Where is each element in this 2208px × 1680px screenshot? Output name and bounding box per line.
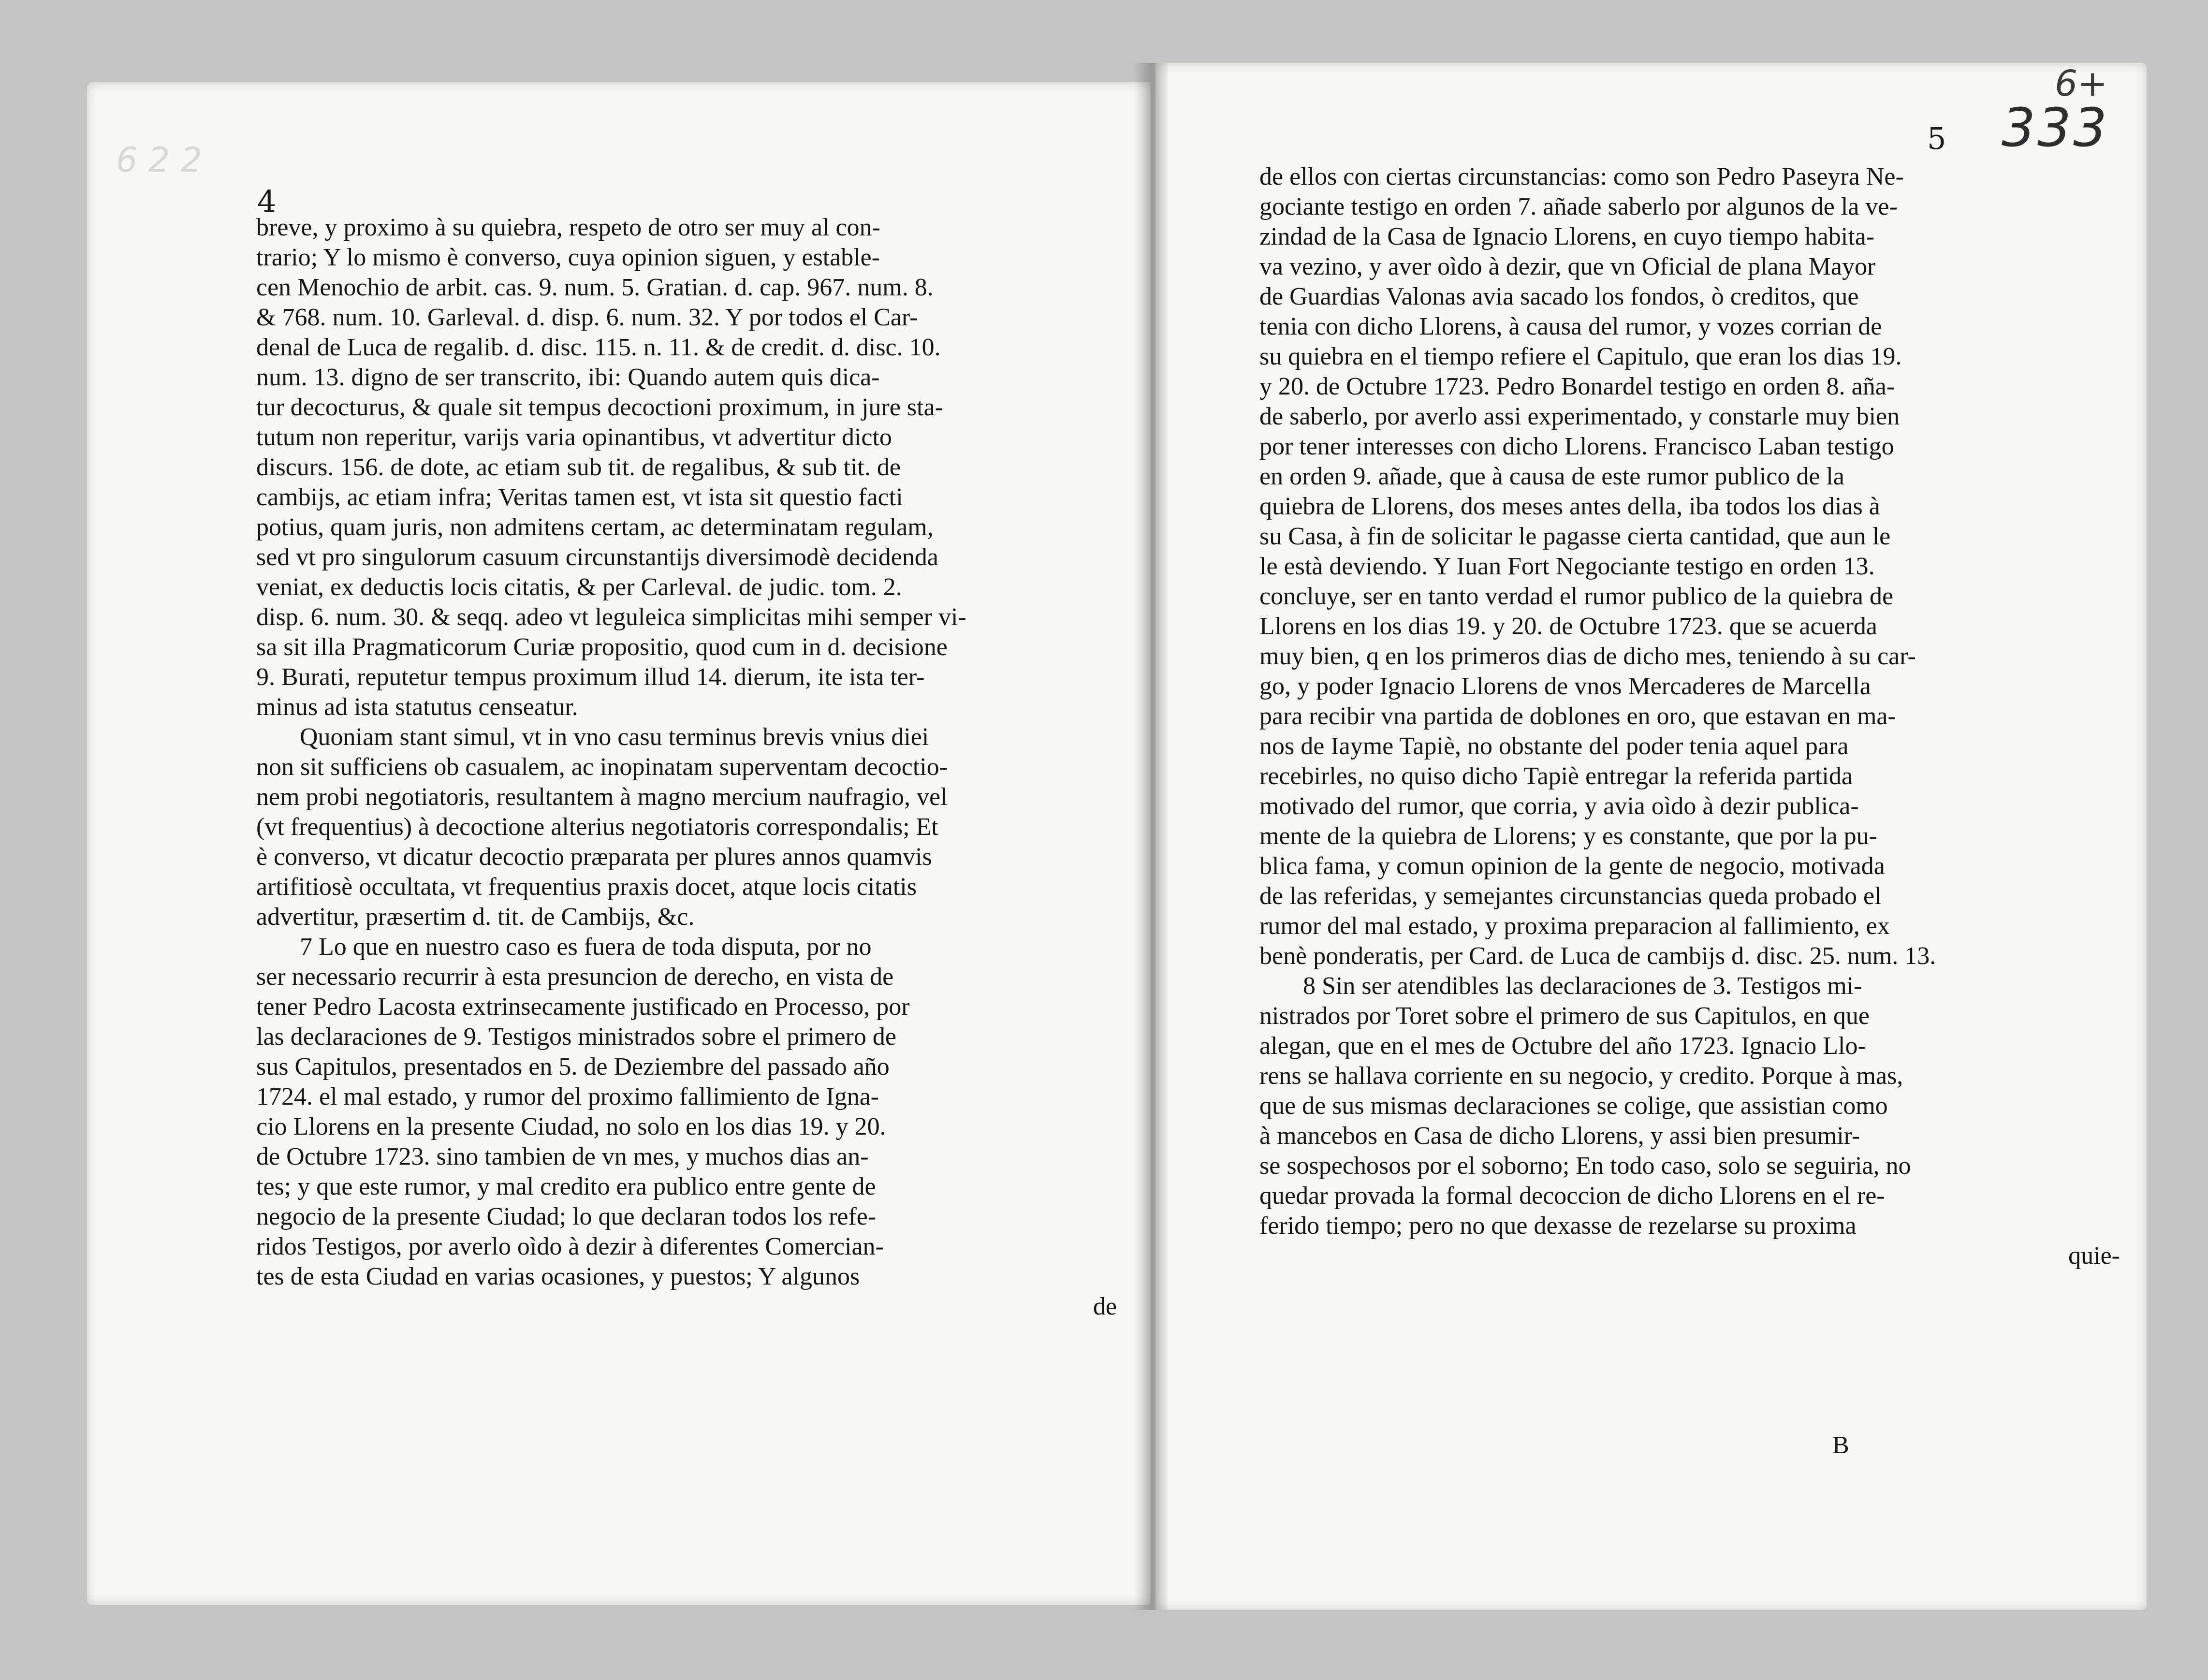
text-line: tes; y que este rumor, y mal credito era publico entre gente de: [256, 1173, 876, 1200]
text-line: que de sus mismas declaraciones se colige, que assistian como: [1259, 1092, 1888, 1120]
text-line: trario; Y lo mismo è converso, cuya opinion siguen, y estable-: [256, 244, 880, 271]
text-line: en orden 9. añade, que à causa de este rumor publico de la: [1259, 463, 1844, 490]
text-line: nos de Iayme Tapiè, no obstante del poder tenia aquel para: [1259, 732, 1849, 760]
text-line: blica fama, y comun opinion de la gente de negocio, motivada: [1259, 852, 1885, 880]
text-line: è converso, vt dicatur decoctio præparata per plures annos quamvis: [256, 843, 932, 871]
text-line: ser necessario recurrir à esta presuncion de derecho, en vista de: [256, 963, 894, 991]
left-page: [87, 82, 1151, 1605]
text-line: para recibir vna partida de doblones en oro, que estavan en ma-: [1259, 702, 1896, 730]
text-line: Quoniam stant simul, vt in vno casu terminus brevis vnius diei: [300, 723, 929, 751]
text-line: go, y poder Ignacio Llorens de vnos Mercaderes de Marcella: [1259, 672, 1871, 700]
text-line: à mancebos en Casa de dicho Llorens, y assi bien presumir-: [1259, 1122, 1860, 1150]
text-line: de las referidas, y semejantes circunstancias queda probado el: [1259, 882, 1882, 910]
text-line: 7 Lo que en nuestro caso es fuera de toda disputa, por no: [300, 933, 872, 961]
text-line: rumor del mal estado, y proxima preparacion al fallimiento, ex: [1259, 912, 1890, 940]
text-line: de ellos con ciertas circunstancias: como son Pedro Paseyra Ne-: [1259, 163, 1904, 190]
folio-handwritten-mark: 6+: [2055, 63, 2108, 104]
text-line: cio Llorens en la presente Ciudad, no solo en los dias 19. y 20.: [256, 1113, 886, 1140]
book-gutter: [1134, 63, 1168, 1610]
page-number-right: 5: [1927, 121, 1946, 156]
text-line: por tener interesses con dicho Llorens. Francisco Laban testigo: [1259, 433, 1894, 460]
text-line: sa sit illa Pragmaticorum Curiæ propositio, quod cum in d. decisione: [256, 633, 948, 661]
catchword: quie-: [2068, 1242, 2120, 1270]
text-line: (vt frequentius) à decoctione alterius negotiatoris correspondalis; Et: [256, 813, 938, 841]
text-line: cen Menochio de arbit. cas. 9. num. 5. Gratian. d. cap. 967. num. 8.: [256, 274, 934, 301]
text-line: negocio de la presente Ciudad; lo que declaran todos los refe-: [256, 1203, 877, 1230]
text-line: tenia con dicho Llorens, à causa del rumor, y vozes corrian de: [1259, 313, 1882, 340]
text-line: motivado del rumor, que corria, y avia oìdo à dezir publica-: [1259, 792, 1859, 820]
text-line: minus ad ista statutus censeatur.: [256, 693, 578, 721]
text-line: mente de la quiebra de Llorens; y es constante, que por la pu-: [1259, 822, 1877, 850]
text-line: recebirles, no quiso dicho Tapiè entregar la referida partida: [1259, 762, 1853, 790]
text-line: ferido tiempo; pero no que dexasse de rezelarse su proxima: [1259, 1212, 1857, 1240]
text-line: denal de Luca de regalib. d. disc. 115. n. 11. & de credit. d. disc. 10.: [256, 334, 941, 361]
text-line: de Guardias Valonas avia sacado los fondos, ò creditos, que: [1259, 283, 1859, 310]
text-line: quiebra de Llorens, dos meses antes della, iba todos los dias à: [1259, 493, 1880, 520]
text-line: alegan, que en el mes de Octubre del año 1723. Ignacio Llo-: [1259, 1032, 1866, 1060]
text-line: breve, y proximo à su quiebra, respeto de otro ser muy al con-: [256, 214, 880, 241]
text-line: veniat, ex deductis locis citatis, & per Carleval. de judic. tom. 2.: [256, 573, 902, 601]
text-line: sus Capitulos, presentados en 5. de Deziembre del passado año: [256, 1053, 890, 1081]
text-line: zindad de la Casa de Ignacio Llorens, en cuyo tiempo habita-: [1259, 223, 1875, 250]
left-page-body: [256, 213, 1126, 1322]
text-line: tener Pedro Lacosta extrinsecamente justificado en Processo, por: [256, 993, 910, 1021]
text-line: las declaraciones de 9. Testigos ministrados sobre el primero de: [256, 1023, 896, 1051]
text-line: va vezino, y aver oìdo à dezir, que vn Oficial de plana Mayor: [1259, 253, 1876, 280]
text-line: disp. 6. num. 30. & seqq. adeo vt leguleica simplicitas mihi semper vi-: [256, 603, 966, 631]
text-line: 9. Burati, reputetur tempus proximum illud 14. dierum, ite ista ter-: [256, 663, 925, 691]
text-line: tur decocturus, & quale sit tempus decoctioni proximum, in jure sta-: [256, 394, 944, 421]
right-page: [1155, 63, 2147, 1610]
text-line: num. 13. digno de ser transcrito, ibi: Quando autem quis dica-: [256, 364, 880, 391]
text-line: non sit sufficiens ob casualem, ac inopinatam superventam decoctio-: [256, 753, 948, 781]
text-line: Llorens en los dias 19. y 20. de Octubre 1723. que se acuerda: [1259, 613, 1877, 640]
text-line: su Casa, à fin de solicitar le pagasse cierta cantidad, que aun le: [1259, 523, 1891, 550]
page-number-left: 4: [257, 184, 277, 219]
text-line: su quiebra en el tiempo refiere el Capitulo, que eran los dias 19.: [1259, 343, 1902, 370]
right-page-body: [1259, 162, 2130, 1271]
text-line: nem probi negotiatoris, resultantem à magno mercium naufragio, vel: [256, 783, 948, 811]
text-line: de saberlo, por averlo assi experimentado, y constarle muy bien: [1259, 403, 1900, 430]
text-line: se sospechosos por el soborno; En todo caso, solo se seguiria, no: [1259, 1152, 1911, 1180]
faint-show-through-mark: 6 2 2: [116, 140, 203, 180]
text-line: 1724. el mal estado, y rumor del proximo fallimiento de Igna-: [256, 1083, 879, 1110]
folio-number-handwritten: 333: [2002, 97, 2109, 159]
text-line: muy bien, q en los primeros dias de dicho mes, teniendo à su car-: [1259, 643, 1916, 670]
text-line: potius, quam juris, non admitens certam, ac determinatam regulam,: [256, 513, 934, 541]
text-line: le està deviendo. Y Iuan Fort Negociante testigo en orden 13.: [1259, 553, 1875, 580]
signature-mark: B: [1832, 1432, 1849, 1459]
text-line: concluye, ser en tanto verdad el rumor publico de la quiebra de: [1259, 583, 1894, 610]
text-line: tes de esta Ciudad en varias ocasiones, y puestos; Y algunos: [256, 1263, 860, 1290]
text-line: rens se hallava corriente en su negocio, y credito. Porque à mas,: [1259, 1062, 1903, 1090]
text-line: artifitiosè occultata, vt frequentius praxis docet, atque locis citatis: [256, 873, 917, 901]
text-line: advertitur, præsertim d. tit. de Cambijs, &c.: [256, 903, 695, 931]
text-line: ridos Testigos, por averlo oìdo à dezir à diferentes Comercian-: [256, 1233, 884, 1260]
text-line: quedar provada la formal decoccion de dicho Llorens en el re-: [1259, 1182, 1885, 1210]
text-line: & 768. num. 10. Garleval. d. disp. 6. num. 32. Y por todos el Car-: [256, 304, 918, 331]
text-line: gociante testigo en orden 7. añade saberlo por algunos de la ve-: [1259, 193, 1898, 220]
text-line: cambijs, ac etiam infra; Veritas tamen est, vt ista sit questio facti: [256, 483, 903, 511]
text-line: tutum non reperitur, varijs varia opinantibus, vt advertitur dicto: [256, 424, 892, 451]
catchword: de: [1093, 1293, 1117, 1320]
text-line: discurs. 156. de dote, ac etiam sub tit. de regalibus, & sub tit. de: [256, 453, 901, 481]
text-line: 8 Sin ser atendibles las declaraciones de 3. Testigos mi-: [1303, 972, 1862, 1000]
text-line: de Octubre 1723. sino tambien de vn mes, y muchos dias an-: [256, 1143, 869, 1170]
text-line: nistrados por Toret sobre el primero de sus Capitulos, en que: [1259, 1002, 1870, 1030]
text-line: benè ponderatis, per Card. de Luca de cambijs d. disc. 25. num. 13.: [1259, 942, 1936, 970]
text-line: y 20. de Octubre 1723. Pedro Bonardel testigo en orden 8. aña-: [1259, 373, 1895, 400]
text-line: sed vt pro singulorum casuum circunstantijs diversimodè decidenda: [256, 543, 938, 571]
